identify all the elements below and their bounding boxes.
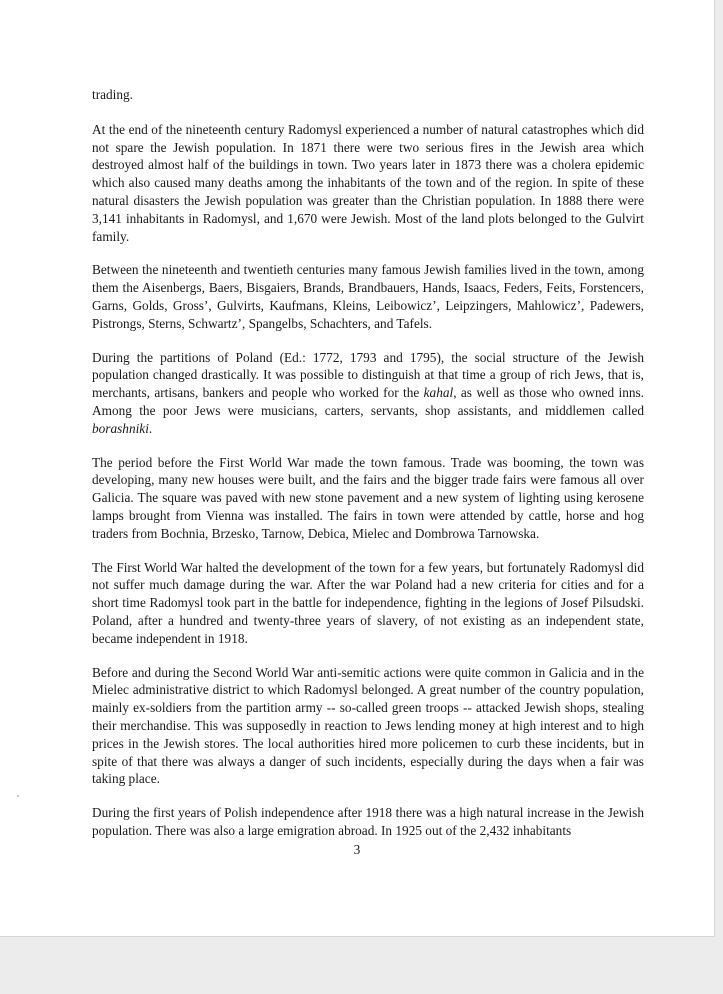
paragraph-partitions-of-poland [92, 349, 644, 438]
paragraph-second-world-war: Before and during the Second World War anti-semitic actions were quite common in Galicia and in the Mielec administrative district to which Radomysl belonged. A great number of the country population, mainly ex-soldiers from the partition army -- so-called green troops -- attacked Jewish shops, stealing their merchandise. This was supposedly in reaction to Jews lending money at high interest and to high prices in the Jewish stores. The local authorities hired more policemen to curb these incidents, but in spite of that there was always a danger of such incidents, especially during the days when a fair was taking place. [92, 664, 644, 787]
term-kahal: kahal [423, 385, 454, 401]
paragraph-continuation: trading. [92, 87, 133, 102]
term-borashniki: borashniki [92, 420, 149, 436]
paragraph-before-first-world-war: The period before the First World War made the town famous. Trade was booming, the town was developing, many new houses were built, and the fairs and the bigger trade fairs were famous all over Galicia. The square was paved with new stone pavement and a new system of lighting using kerosene lamps brought from Vienna was installed. The fairs in town were attended by cattle, horse and hog traders from Bochnia, Brzesko, Tarnow, Debica, Mielec and Dombrowa Tarnowska. [92, 454, 644, 541]
partitions-text-part-1: During the partitions of Poland (Ed.: 1772, 1793 and 1795), the social structure of the Jewish population changed drastically. It was possible to distinguish at that time a group of rich Jews, that is, merchants, artisans, bankers and people who worked for the [92, 349, 644, 401]
paragraph-polish-independence: During the first years of Polish independence after 1918 there was a high natural increase in the Jewish population. There was also a large emigration abroad. In 1925 out of the 2,432 inhabitants [92, 805, 644, 838]
scan-speck [17, 795, 19, 797]
paragraph-natural-catastrophes: At the end of the nineteenth century Radomysl experienced a number of natural catastrophes which did not spare the Jewish population. In 1871 there were two serious fires in the Jewish area which destroyed almost half of the buildings in town. Two years later in 1873 there was a cholera epidemic which also caused many deaths among the inhabitants of the town and of the region. In spite of these natural disasters the Jewish population was greater than the Christian population. In 1888 there were 3,141 inhabitants in Radomysl, and 1,670 were Jewish. Most of the land plots belonged to the Gulvirt family. [92, 121, 644, 244]
document-body [92, 86, 644, 856]
page-number: 3 [353, 842, 361, 857]
partitions-text-end: . [148, 420, 153, 436]
paragraph-first-world-war: The First World War halted the development of the town for a few years, but fortunately Radomysl did not suffer much damage during the war. After the war Poland had a new criteria for cities and for a short time Radomysl took part in the battle for independence, fighting in the legions of Josef Pilsudski. Poland, after a hundred and twenty-three years of slavery, of not existing as an independent state, became independent in 1918. [92, 559, 644, 646]
partitions-text-part-2: , as well as those who owned inns. Among the poor Jews were musicians, carters, servants, shop assistants, and middlemen called [92, 385, 644, 418]
paragraph-jewish-families: Between the nineteenth and twentieth centuries many famous Jewish families lived in the town, among them the Aisenbergs, Baers, Bisgaiers, Brands, Brandbauers, Hands, Isaacs, Feders, Feits, Forstencers, Garns, Golds, Gross’, Gulvirts, Kaufmans, Kleins, Leibowicz’, Leipzingers, Mahlowicz’, Padewers, Pistrongs, Sterns, Schwartz’, Spangelbs, Schachters, and Tafels. [92, 262, 644, 331]
